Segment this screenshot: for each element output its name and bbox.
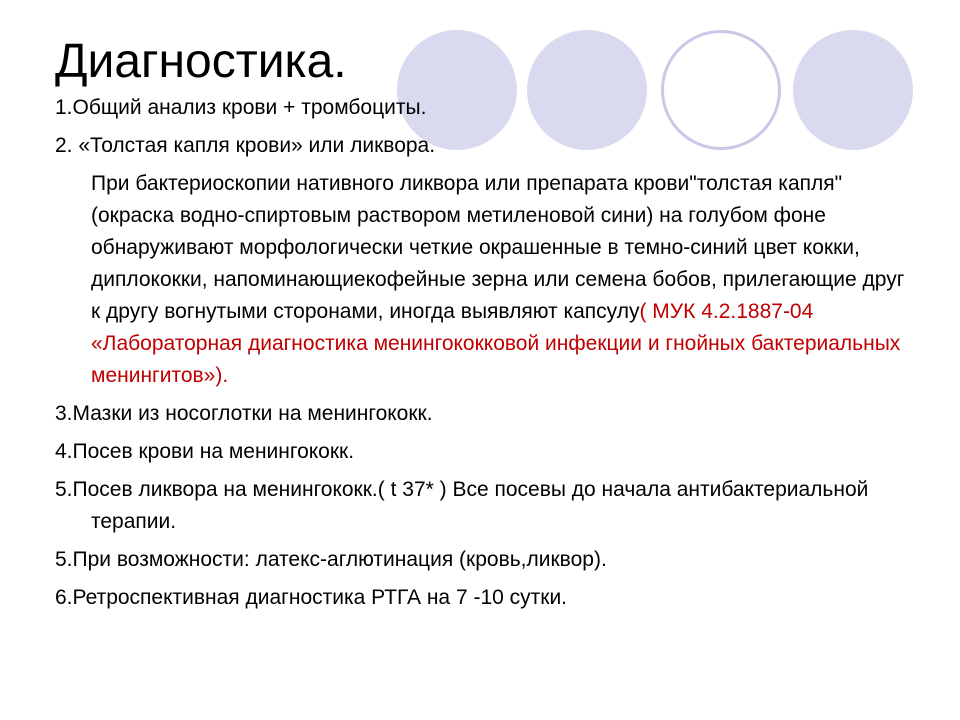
list-item: 3.Мазки из носоглотки на менингококк. — [55, 402, 433, 425]
list-item: 6.Ретроспективная диагностика РТГА на 7 -10 сутки. — [55, 586, 568, 609]
slide-body — [55, 92, 915, 620]
list-item: 2. «Толстая капля крови» или ликвора. — [55, 134, 436, 157]
list-item — [55, 474, 915, 538]
reference-text: ( МУК 4.2.1887-04 «Лабораторная диагностика менингококковой инфекции и гнойных бактериальных менингитов»). — [91, 300, 901, 387]
paragraph-text: При бактериоскопии нативного ликвора или препарата крови"толстая капля" (окраска водно-спиртовым раствором метиленовой сини) на голубом фоне обнаруживают морфологически четкие окрашенные в темно-синий цвет кокки, диплококки, напоминающиекофейные зерна или семена бобов, прилегающие друг к другу вогнутыми сторонами, иногда выявляют капсулу — [91, 172, 905, 323]
slide-title: Диагностика. — [55, 35, 347, 88]
list-item-text: 5.Посев ликвора на менингококк.( t 37* ) Все посевы до начала антибактериальной терапии. — [55, 478, 869, 533]
list-item: 4.Посев крови на менингококк. — [55, 440, 355, 463]
list-item: 5.При возможности: латекс-аглютинация (кровь,ликвор). — [55, 548, 607, 571]
description-paragraph — [55, 168, 915, 392]
list-item: 1.Общий анализ крови + тромбоциты. — [55, 96, 427, 119]
